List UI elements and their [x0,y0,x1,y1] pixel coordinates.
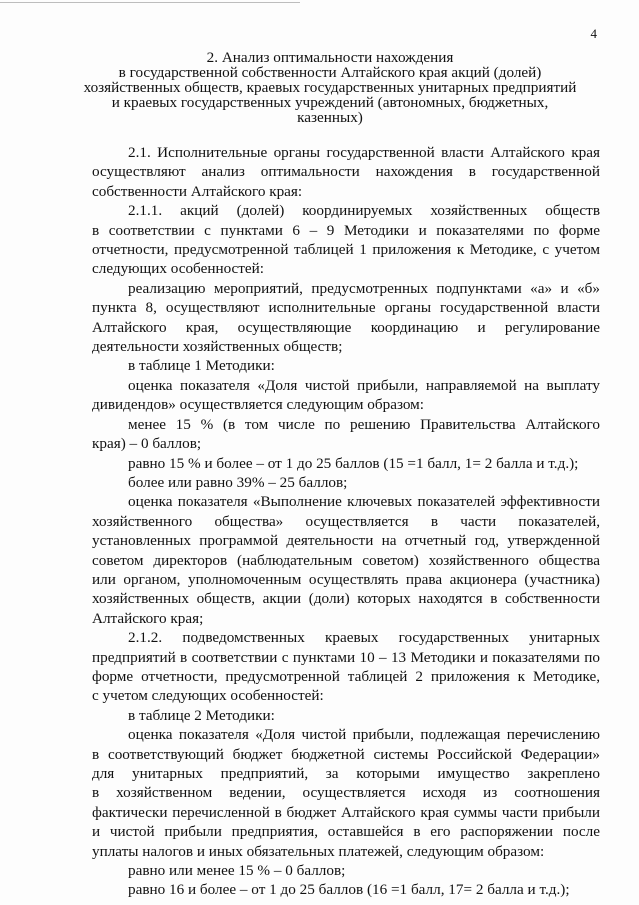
text-line: хозяйственных обществ, акции (доли) которых находятся в собственности [92,590,600,608]
text-line: пункта 8, осуществляют исполнительные органы государственной власти [92,299,600,317]
paragraph [92,725,600,861]
paragraph [92,492,600,628]
text-line: равно 15 % и более – от 1 до 25 баллов (15 =1 балл, 1= 2 балла и т.д.); [128,454,579,472]
text-line: с учетом следующих особенностей: [92,687,324,705]
text-line: равно или менее 15 % – 0 баллов; [128,862,346,880]
title-line: в государственной собственности Алтайского края акций (долей) [118,64,542,81]
text-line: оценка показателя «Доля чистой прибыли, направляемой на выплату [128,376,600,394]
paragraph [92,279,600,357]
title-line: казенных) [297,109,363,126]
paragraph [92,628,600,706]
text-line: края) – 0 баллов; [92,435,202,453]
title-line: хозяйственных обществ, краевых государственных унитарных предприятий [83,79,577,96]
document-body [92,143,600,900]
text-line: дивидендов» осуществляется следующим образом: [92,396,425,414]
page-number: 4 [590,26,597,41]
text-line: реализацию мероприятий, предусмотренных подпунктами «а» и «б» [128,279,600,297]
title-line: 2. Анализ оптимальности нахождения [206,49,454,66]
text-line: 2.1. Исполнительные органы государственной власти Алтайского края [128,144,600,161]
text-line: оценка показателя «Доля чистой прибыли, подлежащая перечислению [128,726,600,744]
text-line: в соответствующий бюджет бюджетной системы Российской Федерации» [92,745,600,763]
text-line: или органом, уполномоченным осуществлять права акционера (участника) [92,570,600,588]
paragraph [92,376,600,415]
text-line: в таблице 2 Методики: [128,706,275,724]
text-line: в хозяйственном ведении, осуществляется исходя из соотношения [92,784,600,802]
text-line: деятельности хозяйственных обществ; [92,338,343,356]
paragraph [92,143,600,201]
text-line: 2.1.2. подведомственных краевых государственных унитарных [128,629,600,647]
text-line: форме отчетности, предусмотренной таблицей 2 приложения к Методике, [92,667,600,685]
text-line: собственности Алтайского края: [92,182,303,200]
paragraph [92,861,600,880]
text-line: советом директоров (наблюдательным советом) хозяйственного общества [92,551,600,569]
paragraph [92,454,600,473]
text-line: оценка показателя «Выполнение ключевых показателей эффективности [128,493,600,511]
section-title [80,50,580,125]
text-line: в таблице 1 Методики: [128,357,275,375]
paragraph [92,473,600,492]
text-line: более или равно 39% – 25 баллов; [128,473,348,491]
title-line: и краевых государственных учреждений (автономных, бюджетных, [111,94,549,111]
paragraph [92,356,600,375]
paragraph [92,415,600,454]
text-line: осуществляют анализ оптимальности нахождения в государственной [92,163,600,181]
text-line: отчетности, предусмотренной таблицей 1 приложения к Методике, с учетом [92,241,600,259]
text-line: Алтайского края; [92,609,204,627]
text-line: равно 16 и более – от 1 до 25 баллов (16 =1 балл, 17= 2 балла и т.д.); [128,881,570,899]
paragraph [92,880,600,899]
text-line: хозяйственного общества» осуществляется в части показателей, [92,512,600,530]
text-line: 2.1.1. акций (долей) координируемых хозяйственных обществ [128,202,600,220]
text-line: следующих особенностей: [92,260,265,278]
paragraph [92,201,600,279]
text-line: установленных программой деятельности на отчетный год, утвержденной [92,532,600,550]
text-line: и чистой прибыли предприятия, оставшейся в его распоряжении после [92,823,600,841]
text-line: фактически перечисленной в бюджет Алтайского края суммы части прибыли [92,803,600,821]
text-line: в соответствии с пунктами 6 – 9 Методики и показателями по форме [92,221,600,239]
text-line: менее 15 % (в том числе по решению Правительства Алтайского [128,415,600,433]
text-line: для унитарных предприятий, за которыми имущество закреплено [92,765,600,782]
text-line: предприятий в соответствии с пунктами 10 – 13 Методики и показателями по [92,648,600,666]
text-line: уплаты налогов и иных обязательных платежей, следующим образом: [92,842,545,860]
paragraph [92,706,600,725]
scan-edge-line [0,2,300,3]
text-line: Алтайского края, осуществляющие координацию и регулирование [92,318,600,336]
